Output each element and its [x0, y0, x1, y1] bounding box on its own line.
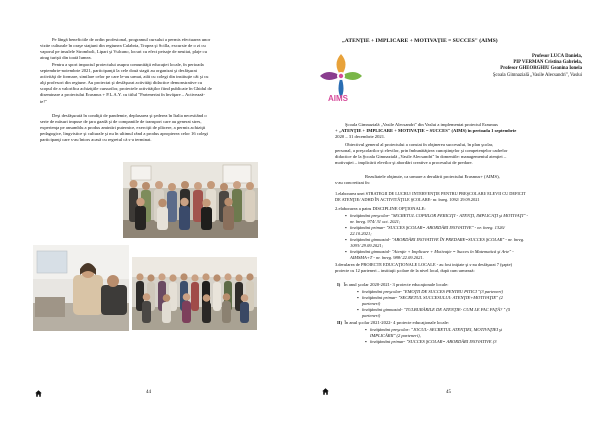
article-title: „ATENŢIE + IMPLICARE + MOTIVAŢIE = SUCCES" (AIMS): [342, 38, 498, 44]
list-item: ▪ învăţământ preşcolar- "SECRETUL COPIILOR FERICIŢI - ATENŢI, IMPLICAŢI şi MOTIVAŢI" - nr. înreg. 974/ 31 oct. 2021;: [345, 213, 528, 224]
school-name: Şcoala Gimnazială „Vasile Alecsandri", Vaslui: [492, 72, 582, 78]
training-room-photo: [33, 245, 129, 331]
author-3: Profesor GHEORGHIU Geanina Ionela: [500, 66, 582, 72]
list-item: ▪ învăţământ primar- "SUCCES ŞCOLAR= ABORDĂRI INOVATIVE (3: [365, 339, 497, 344]
training-room-image: [33, 245, 129, 331]
author-1: Profesor LUCA Daniela,: [531, 54, 582, 59]
list-item: ▪ învăţământ primar- "SECRETUL SUCCESULUI: ATENŢIE+MOTIVAŢIE" (2 parteneri): [357, 295, 503, 306]
group-photo-outdoor: [132, 257, 257, 330]
optionals-list: [345, 213, 585, 261]
year2-list: [365, 327, 585, 345]
list-item: ▪ învăţământ gimnazial- "ABORDĂRI INOVATIVE ÎN PREDARE=SUCCES ŞCOLAR" - nr. înreg. 1093/ 29.09.2021;: [345, 237, 525, 248]
authors-block: [430, 54, 582, 79]
aims-logo: [314, 50, 368, 106]
home-icon: [35, 384, 42, 391]
year-2021-2022: II) În anul şcolar 2021-2022- 4 proiecte educaţionale locale:: [337, 320, 450, 325]
page-number-right: 45: [446, 390, 451, 395]
list-item: ▪ învăţământ preşcolar: "JOCUL- SECRETUL ATENŢIEI, MOTIVAŢIEI şi IMPLICĂRII" (2 parteneri),: [365, 327, 503, 338]
group-photo-outdoor-image: [132, 257, 257, 330]
aims-logo-text: AIMS: [328, 94, 348, 103]
paragraph-dissemination: Pentru a spori impactul proiectului asupra comunităţii educaţiei locale, în perioada septembrie-noiembrie 2021, participanţii la cele două stagii au organizat şi desfăşurat activităţi de formare, similare celor pe care le-au urmat, atât cu colegi din instituţie cât şi cu alţi profesori din regiune. Au proiectat şi desfăşurat activităţi didactice demonstrative cu scopul de a valoriﬁca achiziţiile cursurilor, proiectele activităţilor fiind publicate în Ghidul de diseminare a proiectului Erasmus + P.L.A.Y. cu titlul "Parteneriat în învăţare – Activează- te!": [40, 62, 212, 104]
home-icon: [322, 382, 329, 389]
list-item: ▪ învăţământ primar- "SUCCES ŞCOLAR= ABORDĂRI INOVATIVE" - nr. înreg. 1326/ 22.10.2021;: [345, 225, 505, 236]
page-number-left: 44: [146, 390, 151, 395]
item-local-projects: 3.derularea de PROIECTE EDUCAŢIONALE LOCALE - au fost iniţiate şi s-au desfăşurat 7 (şapte) proiecte cu 12 parteneri – instituţii şcolare de la nivel local, după cum urmează:: [335, 262, 513, 274]
paragraph-intro: Şcoala Gimnazială „Vasile Alecsandri" din Vaslui a implementat proiectul Erasmus + „ATENŢIE + IMPLICARE + MOTIVAŢIE = SUCCES" (AIMS) în perioada 1 septembrie 2020 – 31 decembrie 2021.: [335, 122, 517, 140]
list-item: ▪ învăţământ gimnazial- "Atenţie + Implicare + Motivaţie = Succes în Matematică şi Arte" - AIMSMA+T - nr. înreg. 988/ 22.09.2021.: [345, 249, 514, 260]
author-2: PIP VERMAN Cristina Gabriela,: [513, 60, 582, 66]
paragraph-excursions: Pe lângă beneficiile de ordin profesional, programul cursului a permis efectuarea unor vizite culturale în oraşe staţiuni din regiunea Calabria, Tropea şi Scilla, excursie de o zi cu vaporul pe insulele Stromboli, Lipari şi Vulcano, locuri cu efect peisaje de neuitat, plaje cu atrag turişti din toată lumea.: [40, 37, 211, 61]
item-optionals-label: 2.elaborarea a patru DISCIPLINE OPŢIONALE:: [335, 206, 426, 211]
group-photo-classroom: [123, 162, 258, 238]
paragraph-objective: Obiectivul general al proiectului a constat în obţinerea succesului, în plan şcolar, personal, a preşcolarilor şi elevilor, prin îmbunătăţirea cunoştinţelor şi competenţelor cadrelor didactice de la Şcoala Gimnazială „Vasile Alecsandri" în domeniile: managementul atenţiei – motivaţiei – implicării elevilor şi abordări creative a procesului de predare.: [335, 142, 508, 166]
year1-list: [357, 289, 585, 319]
year-2020-2021: I) În anul şcolar 2020-2021- 3 proiecte educaţionale locale:: [337, 282, 449, 287]
paragraph-pandemic: Deşi desfăşurată în condiţii de pandemie, deplasarea şi şederea în Italia necesitând o serie de măsuri impuse de ţara gazdă şi de companiile de transport care au generat stres, experienţa pe ansamblu a produs amintiri puternice, exerciţii de plăcere, a permis achiziţii pedagogice, lingvistice şi culturale şi nu în ultimul rând a produs apropierea celor 16 colegi participanţi care s-au întors acasă cu regretul că s-a terminat.: [40, 113, 209, 143]
group-photo-image: [123, 162, 258, 238]
item-strategy: 1.elaborarea unei STRATEGII DE LUCRU/ INTERVENŢIE PENTRU PREŞCOLARI/ ELEVII CU DEFICIT DE ATENŢIE/ ADHD ÎN ACTIVITĂŢILE ŞCOLARE- nr. înreg. 1092/ 29.09.2021: [335, 191, 526, 203]
list-item: ▪ învăţământ preşcolar- "EMOŢII DE SUCCES PENTRU PITICI "(3 parteneri): [357, 289, 504, 294]
list-item: ▪ învăţământ gimnazial- "TULBURĂRILE DE ATENŢIE- CUM LE FAC FAŢĂ? " (5 parteneri): [357, 307, 511, 318]
paragraph-results: Rezultatele obţinute, ca urmare a derulării proiectului Erasmus+ (AIMS), s-au concretizat în:: [335, 174, 500, 186]
right-page: [300, 0, 600, 424]
